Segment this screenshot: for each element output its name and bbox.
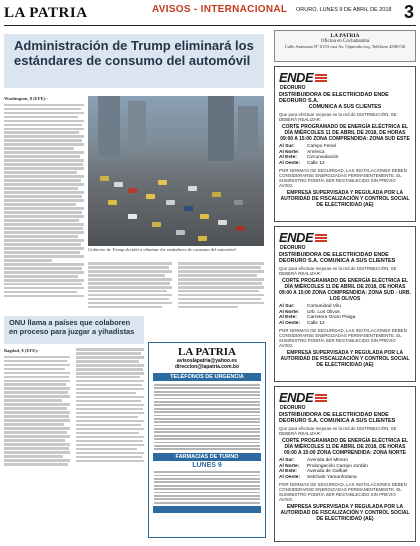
oficina-address: Calle Antezana Nº 0153 casi Av. Oquendo esq. Teléfono 4506726	[284, 44, 406, 49]
email-ads[interactable]: avisoslapatria@yahoo.es	[177, 358, 237, 364]
ad-program: CORTE PROGRAMADO DE ENERGÍA ELÉCTRICA EL DÍA MIÉRCOLES 11 DE ABRIL DE 2018, DE HORAS 09:00 A 15:00 ZONA COMPRENDIDA: ZONA SUD ESTE	[280, 124, 410, 142]
photo-caption: Gobierno de Trump decidió a eliminar los estándares de consumo del automóvil.	[88, 247, 237, 252]
farmacias-header: FARMACIAS DE TURNO	[153, 453, 261, 461]
section-title: AVISOS - INTERNACIONAL	[152, 4, 288, 15]
second-article-column-1	[4, 348, 70, 466]
traffic-photo	[88, 96, 264, 246]
ad-intro: Que para efectuar mejoras en la red de DISTRIBUCIÓN, SE DEBERÁ REALIZAR:	[279, 266, 397, 276]
ad-org: DISTRIBUIDORA DE ELECTRICIDAD ENDE DEORURO S.A. COMUNICA A SUS CLIENTES	[279, 412, 396, 424]
ad-org: DISTRIBUIDORA DE ELECTRICIDAD ENDE DEORURO S.A.	[279, 92, 389, 104]
oficina-cochabamba-box	[274, 30, 416, 62]
main-headline: Administración de Trump eliminará los estándares de consumo del automóvil	[14, 38, 254, 68]
article-column-2	[88, 262, 172, 308]
page-header	[4, 4, 416, 26]
ad-note: POR NORMAS DE SEGURIDAD, LAS INSTALACIONES DEBEN CONSIDERARSE ENERGIZADAS PERMANENTEMENTE, EL SUMINISTRO PODRÍA SER RESTABLECIDO SIN PREVIO AVISO.	[279, 328, 407, 349]
ad-empresa: EMPRESA SUPERVISADA Y REGULADA POR LA AUTORIDAD DE FISCALIZACIÓN Y CONTROL SOCIAL DE ELECTRICIDAD (AE)	[280, 190, 410, 209]
ad-sub: COMUNICA A SUS CLIENTES	[308, 104, 382, 110]
dateline: ORURO, LUNES 9 DE ABRIL DE 2018	[296, 7, 392, 13]
ad-org: DISTRIBUIDORA DE ELECTRICIDAD ENDE DEORURO S.A. COMUNICA A SUS CLIENTES	[279, 252, 396, 264]
masthead: LA PATRIA	[4, 5, 88, 21]
ad-intro: Que para efectuar mejoras en la red de DISTRIBUCIÓN, SE DEBERÁ REALIZAR:	[279, 426, 397, 436]
ad-empresa: EMPRESA SUPERVISADA Y REGULADA POR LA AUTORIDAD DE FISCALIZACIÓN Y CONTROL SOCIAL DE ELECTRICIDAD (AE)	[280, 350, 410, 369]
article-column-1	[4, 96, 84, 297]
ende-logo: ENDE	[279, 70, 411, 85]
ad-note: POR NORMAS DE SEGURIDAD, LAS INSTALACIONES DEBEN CONSIDERARSE ENERGIZADAS PERMANENTEMENTE, EL SUMINISTRO PODRÍA SER RESTABLECIDO SIN PREVIO AVISO.	[279, 168, 407, 189]
ad-intro: Que para efectuar mejoras en la red de DISTRIBUCIÓN, SE DEBERÁ REALIZAR:	[279, 112, 397, 122]
pharmacy-footer-bar	[153, 506, 261, 513]
urgency-phone-list	[154, 384, 260, 450]
oficina-subtitle: Oficina en Cochabamba	[320, 39, 370, 44]
ende-ad-1	[274, 66, 416, 222]
ad-program: CORTE PROGRAMADO DE ENERGÍA ELÉCTRICA EL DÍA MIÉRCOLES 11 DE ABRIL DE 2018, DE HORAS 09:00 A 15:00 ZONA COMPRENDIDA: ZONA NORTE	[281, 438, 409, 456]
article-column-3	[178, 262, 264, 308]
ende-ad-3	[274, 386, 416, 542]
farmacias-day: LUNES 9	[192, 462, 222, 470]
article-text-lines	[4, 104, 84, 298]
ad-note: POR NORMAS DE SEGURIDAD, LAS INSTALACIONES DEBEN CONSIDERARSE ENERGIZADAS PERMANENTEMENTE, EL SUMINISTRO PODRÍA SER RESTABLECIDO SIN PREVIO AVISO.	[279, 482, 407, 503]
ende-logo: ENDE	[279, 230, 411, 245]
ende-logo: ENDE	[279, 390, 411, 405]
oficina-title: LA PATRIA	[330, 33, 360, 39]
ad-zone-table: Al Sur: Campo Ferial Al Norte: América Al Este: Circunvalación Al Oeste: Calle 12	[279, 144, 339, 166]
main-headline-box	[4, 34, 264, 88]
ende-logo-sub: DEORURO	[280, 85, 306, 91]
ad-zone-table: Al Sur: Avenida del Minero Al Norte: Prolongación Campo Jordán Al Este: Avenida de Galfuel Al Oeste: Selchark Yamanfortana	[279, 458, 368, 480]
ende-logo-sub: DEORURO	[280, 245, 306, 251]
onu-headline: ONU llama a países que colaboren en proceso para juzgar a yihadistas	[9, 318, 135, 336]
ad-empresa: EMPRESA SUPERVISADA Y REGULADA POR LA AUTORIDAD DE FISCALIZACIÓN Y CONTROL SOCIAL DE ELECTRICIDAD (AE)	[280, 504, 410, 523]
patria-info-box	[148, 342, 266, 538]
page-number: 3	[403, 2, 414, 22]
second-article-column-2	[76, 348, 144, 462]
ad-zone-table: Al Sur: Comunidad Vilu Al Norte: Urb. Los Olivos Al Este: Carretera Oruro Pisiga Al Oeste: Calle 12	[279, 304, 356, 326]
pharmacy-list	[154, 471, 260, 503]
ad-program: CORTE PROGRAMADO DE ENERGÍA ELÉCTRICA EL DÍA MIÉRCOLES 11 DE ABRIL DE 2018, DE HORAS 09:00 A 15:00 ZONA COMPRENDIDA: ZONA SUD - URB. LOS OLIVOS	[279, 278, 411, 302]
ende-ad-2	[274, 226, 416, 382]
second-article-dateline: Bagdad, 8 (EFE).-	[4, 348, 40, 353]
ende-logo-sub: DEORURO	[280, 405, 306, 411]
article-dateline: Washington, 8 (EFE).-	[4, 96, 48, 101]
onu-headline-box	[4, 316, 144, 344]
email-direccion[interactable]: direccion@lapatria.com.bo	[174, 364, 240, 370]
urgencias-header: TELÉFONOS DE URGENCIA	[153, 373, 261, 381]
patria-box-title: LA PATRIA	[178, 346, 236, 358]
